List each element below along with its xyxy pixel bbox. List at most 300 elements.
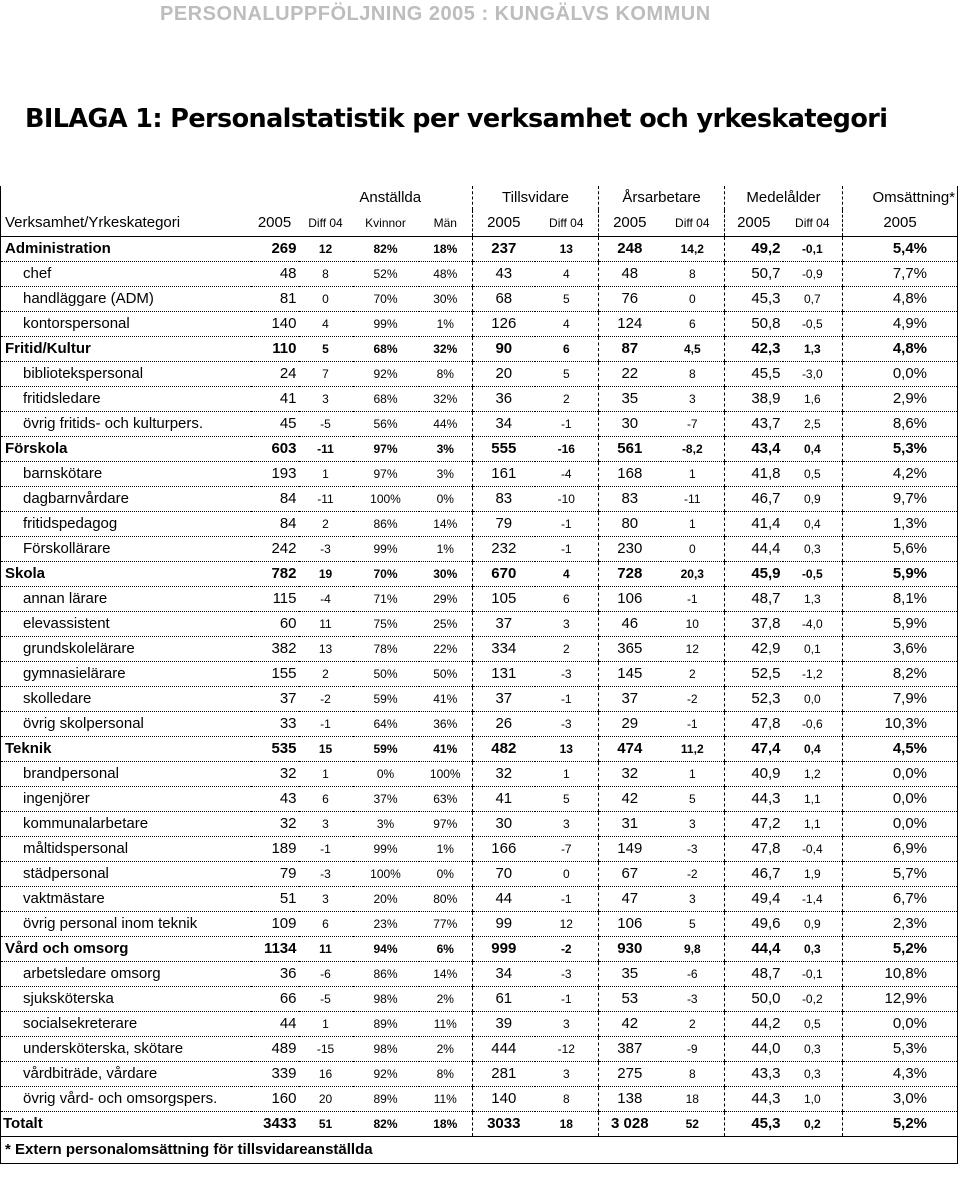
table-cell: 42 xyxy=(599,1012,661,1037)
group-row xyxy=(1,937,958,962)
table-cell: 0 xyxy=(661,537,725,562)
table-cell: 97% xyxy=(419,812,473,837)
table-cell: 83 xyxy=(473,487,535,512)
table-cell: 99 xyxy=(473,912,535,937)
table-cell: 1,3 xyxy=(783,337,843,362)
table-cell: 0,9 xyxy=(783,912,843,937)
table-cell: 0,3 xyxy=(783,537,843,562)
table-cell: 242 xyxy=(251,537,299,562)
table-cell: 232 xyxy=(473,537,535,562)
table-cell: 0,0% xyxy=(843,362,958,387)
table-cell: 68 xyxy=(473,287,535,312)
column-header-kvinnor: Kvinnor xyxy=(353,210,419,237)
statistics-table-container xyxy=(0,186,960,1164)
table-cell: 149 xyxy=(599,837,661,862)
table-row xyxy=(1,1012,958,1037)
table-cell: 3 xyxy=(661,387,725,412)
table-cell: 42,3 xyxy=(725,337,783,362)
group-header-row xyxy=(1,186,958,210)
table-cell: 98% xyxy=(353,987,419,1012)
table-cell: 81 xyxy=(251,287,299,312)
row-label: Teknik xyxy=(1,737,251,762)
table-cell: 339 xyxy=(251,1062,299,1087)
table-cell: 20% xyxy=(353,887,419,912)
table-cell: 5,3% xyxy=(843,1037,958,1062)
table-cell: 1,1 xyxy=(783,812,843,837)
row-label: övrig vård- och omsorgspers. xyxy=(1,1087,251,1112)
table-cell: 29% xyxy=(419,587,473,612)
row-label: Vård och omsorg xyxy=(1,937,251,962)
table-cell: 138 xyxy=(599,1087,661,1112)
table-cell: 2 xyxy=(299,512,353,537)
table-cell: 4,3% xyxy=(843,1062,958,1087)
table-cell: 5 xyxy=(661,912,725,937)
table-cell: 1% xyxy=(419,537,473,562)
table-cell: 0 xyxy=(661,287,725,312)
row-label: brandpersonal xyxy=(1,762,251,787)
table-cell: 9,8 xyxy=(661,937,725,962)
row-label: vårdbiträde, vårdare xyxy=(1,1062,251,1087)
table-cell: 13 xyxy=(299,637,353,662)
table-cell: 48,7 xyxy=(725,587,783,612)
table-cell: 18 xyxy=(661,1087,725,1112)
table-cell: 80% xyxy=(419,887,473,912)
column-header-anstallda-2005: 2005 xyxy=(251,210,299,237)
table-cell: 98% xyxy=(353,1037,419,1062)
table-cell: 1 xyxy=(661,512,725,537)
table-cell: -6 xyxy=(299,962,353,987)
table-cell: -11 xyxy=(661,487,725,512)
table-cell: 100% xyxy=(419,762,473,787)
table-cell: 22 xyxy=(599,362,661,387)
table-cell: 16 xyxy=(299,1062,353,1087)
table-cell: 70% xyxy=(353,287,419,312)
column-header-omsattning-2005: 2005 xyxy=(843,210,958,237)
table-cell: 0,0% xyxy=(843,787,958,812)
table-cell: 0,0 xyxy=(783,687,843,712)
table-cell: 6 xyxy=(661,312,725,337)
table-row xyxy=(1,787,958,812)
table-cell: 382 xyxy=(251,637,299,662)
table-cell: 66 xyxy=(251,987,299,1012)
table-cell: 248 xyxy=(599,237,661,262)
row-label: Skola xyxy=(1,562,251,587)
table-cell: -3 xyxy=(535,712,599,737)
table-cell: 19 xyxy=(299,562,353,587)
row-label: handläggare (ADM) xyxy=(1,287,251,312)
table-cell: 5,9% xyxy=(843,562,958,587)
table-row xyxy=(1,1037,958,1062)
row-label: socialsekreterare xyxy=(1,1012,251,1037)
table-cell: 0,3 xyxy=(783,1062,843,1087)
table-cell: 83 xyxy=(599,487,661,512)
table-cell: 79 xyxy=(473,512,535,537)
table-cell: 44,4 xyxy=(725,937,783,962)
table-cell: 35 xyxy=(599,962,661,987)
table-cell: 39 xyxy=(473,1012,535,1037)
table-cell: 8 xyxy=(299,262,353,287)
table-cell: 87 xyxy=(599,337,661,362)
table-cell: -3 xyxy=(661,987,725,1012)
table-cell: 7,9% xyxy=(843,687,958,712)
table-cell: 36% xyxy=(419,712,473,737)
table-cell: 5 xyxy=(535,787,599,812)
table-cell: 2,3% xyxy=(843,912,958,937)
table-cell: 0,7 xyxy=(783,287,843,312)
table-cell: 1 xyxy=(299,762,353,787)
table-cell: 41,4 xyxy=(725,512,783,537)
table-cell: 3,6% xyxy=(843,637,958,662)
table-row xyxy=(1,412,958,437)
table-cell: 44,0 xyxy=(725,1037,783,1062)
table-cell: 11 xyxy=(299,937,353,962)
table-row xyxy=(1,487,958,512)
table-cell: 4 xyxy=(535,312,599,337)
table-cell: 0% xyxy=(353,762,419,787)
table-cell: -3 xyxy=(299,537,353,562)
table-cell: 0,3 xyxy=(783,1037,843,1062)
table-cell: 1% xyxy=(419,312,473,337)
document-header-text: PERSONALUPPFÖLJNING 2005 : KUNGÄLVS KOMMUN xyxy=(160,3,711,25)
table-cell: 109 xyxy=(251,912,299,937)
table-cell: -6 xyxy=(661,962,725,987)
table-cell: 0,5 xyxy=(783,462,843,487)
table-cell: 782 xyxy=(251,562,299,587)
table-cell: 52,5 xyxy=(725,662,783,687)
table-cell: 67 xyxy=(599,862,661,887)
table-row xyxy=(1,637,958,662)
table-cell: -1 xyxy=(299,712,353,737)
table-cell: 44 xyxy=(251,1012,299,1037)
table-cell: 97% xyxy=(353,437,419,462)
row-label: bibliotekspersonal xyxy=(1,362,251,387)
table-cell: 44,4 xyxy=(725,537,783,562)
table-cell: 45,3 xyxy=(725,1112,783,1137)
table-cell: 6,7% xyxy=(843,887,958,912)
table-cell: 2 xyxy=(661,1012,725,1037)
table-cell: 45,3 xyxy=(725,287,783,312)
table-cell: 124 xyxy=(599,312,661,337)
table-cell: 30 xyxy=(473,812,535,837)
table-cell: 9,7% xyxy=(843,487,958,512)
table-cell: 4,5 xyxy=(661,337,725,362)
table-cell: 4,5% xyxy=(843,737,958,762)
table-cell: 30% xyxy=(419,562,473,587)
table-row xyxy=(1,987,958,1012)
table-cell: 0,5 xyxy=(783,1012,843,1037)
table-cell: 37 xyxy=(473,687,535,712)
table-row xyxy=(1,862,958,887)
table-cell: 78% xyxy=(353,637,419,662)
table-cell: 41 xyxy=(251,387,299,412)
table-cell: 61 xyxy=(473,987,535,1012)
table-cell: -0,5 xyxy=(783,312,843,337)
table-cell: -5 xyxy=(299,987,353,1012)
table-cell: 34 xyxy=(473,962,535,987)
table-cell: 12 xyxy=(299,237,353,262)
table-cell: 60 xyxy=(251,612,299,637)
table-cell: 8,6% xyxy=(843,412,958,437)
table-cell: 8 xyxy=(661,362,725,387)
column-header-row xyxy=(1,210,958,237)
row-label: chef xyxy=(1,262,251,287)
table-cell: 5 xyxy=(299,337,353,362)
group-row xyxy=(1,437,958,462)
table-cell: 14% xyxy=(419,512,473,537)
table-cell: 20 xyxy=(473,362,535,387)
table-cell: 14% xyxy=(419,962,473,987)
table-cell: 44 xyxy=(473,887,535,912)
table-cell: -0,4 xyxy=(783,837,843,862)
table-row xyxy=(1,612,958,637)
table-cell: 43,3 xyxy=(725,1062,783,1087)
table-cell: 4,9% xyxy=(843,312,958,337)
table-row xyxy=(1,362,958,387)
table-cell: 46,7 xyxy=(725,487,783,512)
table-cell: 3433 xyxy=(251,1112,299,1137)
group-row xyxy=(1,337,958,362)
table-cell: 999 xyxy=(473,937,535,962)
table-cell: 36 xyxy=(473,387,535,412)
table-cell: 32% xyxy=(419,387,473,412)
table-cell: 11% xyxy=(419,1087,473,1112)
column-header-tillsvidare-2005: 2005 xyxy=(473,210,535,237)
table-cell: 5,7% xyxy=(843,862,958,887)
table-row xyxy=(1,262,958,287)
table-cell: 32% xyxy=(419,337,473,362)
row-label: kontorspersonal xyxy=(1,312,251,337)
group-header-anstallda: Anställda xyxy=(251,186,473,210)
table-cell: 2 xyxy=(299,662,353,687)
group-header-omsattning: Omsättning* xyxy=(872,189,956,206)
table-cell: 47,8 xyxy=(725,837,783,862)
table-cell: 3 028 xyxy=(599,1112,661,1137)
table-cell: 24 xyxy=(251,362,299,387)
table-cell: -3 xyxy=(661,837,725,862)
table-cell: 47 xyxy=(599,887,661,912)
table-cell: 6,9% xyxy=(843,837,958,862)
table-cell: 14,2 xyxy=(661,237,725,262)
table-cell: -3 xyxy=(535,662,599,687)
row-label: ingenjörer xyxy=(1,787,251,812)
table-cell: 8 xyxy=(661,262,725,287)
table-cell: 6% xyxy=(419,937,473,962)
table-cell: 18 xyxy=(535,1112,599,1137)
table-cell: 0% xyxy=(419,487,473,512)
table-cell: 38,9 xyxy=(725,387,783,412)
row-label: dagbarnvårdare xyxy=(1,487,251,512)
table-row xyxy=(1,512,958,537)
table-cell: 48,7 xyxy=(725,962,783,987)
table-cell: 37% xyxy=(353,787,419,812)
table-cell: -11 xyxy=(299,487,353,512)
table-cell: -3 xyxy=(535,962,599,987)
group-row xyxy=(1,737,958,762)
table-cell: 33 xyxy=(251,712,299,737)
row-label: vaktmästare xyxy=(1,887,251,912)
table-cell: 35 xyxy=(599,387,661,412)
table-cell: 100% xyxy=(353,487,419,512)
column-header-arsarbetare-diff: Diff 04 xyxy=(661,210,725,237)
table-cell: 140 xyxy=(473,1087,535,1112)
table-cell: 68% xyxy=(353,387,419,412)
table-cell: 48 xyxy=(251,262,299,287)
table-cell: 47,4 xyxy=(725,737,783,762)
table-cell: 56% xyxy=(353,412,419,437)
table-cell: -0,6 xyxy=(783,712,843,737)
table-cell: 1 xyxy=(299,462,353,487)
table-cell: 89% xyxy=(353,1087,419,1112)
table-cell: 6 xyxy=(299,787,353,812)
table-cell: 8 xyxy=(661,1062,725,1087)
table-cell: 52% xyxy=(353,262,419,287)
table-cell: -0,2 xyxy=(783,987,843,1012)
table-cell: 41% xyxy=(419,737,473,762)
table-cell: 45 xyxy=(251,412,299,437)
table-cell: -0,9 xyxy=(783,262,843,287)
table-cell: 10,8% xyxy=(843,962,958,987)
table-cell: 0,4 xyxy=(783,512,843,537)
table-row xyxy=(1,312,958,337)
table-cell: 20,3 xyxy=(661,562,725,587)
table-cell: 90 xyxy=(473,337,535,362)
table-cell: 5,3% xyxy=(843,437,958,462)
table-cell: -1 xyxy=(535,512,599,537)
row-label: Förskola xyxy=(1,437,251,462)
column-header-category: Verksamhet/Yrkeskategori xyxy=(1,210,251,237)
table-cell: 41 xyxy=(473,787,535,812)
table-cell: -0,1 xyxy=(783,962,843,987)
table-cell: 334 xyxy=(473,637,535,662)
row-label: grundskolelärare xyxy=(1,637,251,662)
table-cell: 51 xyxy=(251,887,299,912)
table-cell: 166 xyxy=(473,837,535,862)
table-cell: 48 xyxy=(599,262,661,287)
table-cell: 3% xyxy=(419,462,473,487)
table-cell: 18% xyxy=(419,1112,473,1137)
table-cell: -5 xyxy=(299,412,353,437)
table-cell: 11,2 xyxy=(661,737,725,762)
table-cell: 0 xyxy=(299,287,353,312)
table-cell: 50,0 xyxy=(725,987,783,1012)
row-label: Fritid/Kultur xyxy=(1,337,251,362)
table-cell: 12,9% xyxy=(843,987,958,1012)
table-cell: 1 xyxy=(661,462,725,487)
table-body xyxy=(1,237,958,1137)
table-cell: 11 xyxy=(299,612,353,637)
table-cell: -1 xyxy=(535,687,599,712)
table-cell: 99% xyxy=(353,312,419,337)
row-label: fritidsledare xyxy=(1,387,251,412)
table-cell: 1134 xyxy=(251,937,299,962)
table-cell: 29 xyxy=(599,712,661,737)
table-cell: 1,2 xyxy=(783,762,843,787)
table-cell: 47,2 xyxy=(725,812,783,837)
table-cell: 4 xyxy=(299,312,353,337)
table-cell: 3 xyxy=(535,1062,599,1087)
table-cell: 160 xyxy=(251,1087,299,1112)
table-cell: -2 xyxy=(661,862,725,887)
table-cell: 37 xyxy=(473,612,535,637)
table-cell: -1 xyxy=(661,712,725,737)
column-header-medelalder-2005: 2005 xyxy=(725,210,783,237)
row-label: städpersonal xyxy=(1,862,251,887)
table-cell: 110 xyxy=(251,337,299,362)
table-cell: 42,9 xyxy=(725,637,783,662)
table-cell: 189 xyxy=(251,837,299,862)
table-cell: 76 xyxy=(599,287,661,312)
table-cell: -0,5 xyxy=(783,562,843,587)
table-cell: 10 xyxy=(661,612,725,637)
table-cell: 561 xyxy=(599,437,661,462)
table-cell: -4 xyxy=(299,587,353,612)
table-row xyxy=(1,1087,958,1112)
table-cell: 4,8% xyxy=(843,287,958,312)
row-label: gymnasielärare xyxy=(1,662,251,687)
table-row xyxy=(1,712,958,737)
column-header-arsarbetare-2005: 2005 xyxy=(599,210,661,237)
table-cell: 269 xyxy=(251,237,299,262)
table-cell: 489 xyxy=(251,1037,299,1062)
table-cell: 8 xyxy=(535,1087,599,1112)
table-cell: 68% xyxy=(353,337,419,362)
table-cell: 18% xyxy=(419,237,473,262)
row-label: barnskötare xyxy=(1,462,251,487)
table-cell: 930 xyxy=(599,937,661,962)
table-row xyxy=(1,462,958,487)
table-cell: 5 xyxy=(535,362,599,387)
table-cell: 275 xyxy=(599,1062,661,1087)
table-cell: -8,2 xyxy=(661,437,725,462)
table-cell: 46,7 xyxy=(725,862,783,887)
table-cell: -4 xyxy=(535,462,599,487)
column-header-tillsvidare-diff: Diff 04 xyxy=(535,210,599,237)
table-cell: 4,8% xyxy=(843,337,958,362)
page-title: BILAGA 1: Personalstatistik per verksamhet och yrkeskategori xyxy=(25,104,888,134)
table-cell: 97% xyxy=(353,462,419,487)
table-cell: 41,8 xyxy=(725,462,783,487)
table-cell: 82% xyxy=(353,1112,419,1137)
table-row xyxy=(1,837,958,862)
table-cell: 3,0% xyxy=(843,1087,958,1112)
table-cell: 1% xyxy=(419,837,473,862)
table-cell: 482 xyxy=(473,737,535,762)
table-cell: 6 xyxy=(535,587,599,612)
table-cell: 43,7 xyxy=(725,412,783,437)
table-cell: 3 xyxy=(535,612,599,637)
table-cell: 3 xyxy=(299,812,353,837)
table-cell: 193 xyxy=(251,462,299,487)
table-row xyxy=(1,887,958,912)
table-cell: 52,3 xyxy=(725,687,783,712)
table-cell: 3033 xyxy=(473,1112,535,1137)
table-cell: 3% xyxy=(353,812,419,837)
table-row xyxy=(1,537,958,562)
row-label: övrig personal inom teknik xyxy=(1,912,251,937)
table-cell: -10 xyxy=(535,487,599,512)
table-cell: 44,3 xyxy=(725,787,783,812)
table-cell: 12 xyxy=(535,912,599,937)
table-cell: -1,4 xyxy=(783,887,843,912)
table-cell: 106 xyxy=(599,912,661,937)
table-cell: -7 xyxy=(535,837,599,862)
table-cell: 161 xyxy=(473,462,535,487)
table-cell: 8% xyxy=(419,362,473,387)
table-row xyxy=(1,812,958,837)
table-cell: 25% xyxy=(419,612,473,637)
footnote-row xyxy=(1,1137,958,1164)
table-cell: 48% xyxy=(419,262,473,287)
